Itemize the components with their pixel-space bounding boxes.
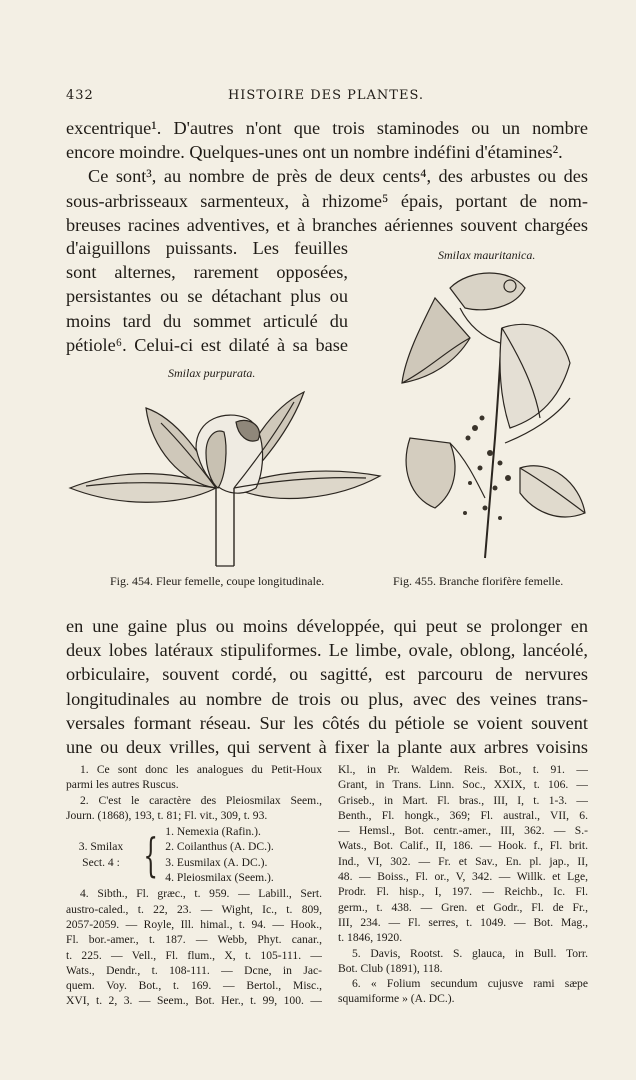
fig454-species: Smilax purpurata. (168, 366, 256, 380)
footnote-line: 2. C'est le caractère des Pleiosmilax Seem., (80, 793, 322, 807)
text-line: versales formant réseau. Sur les côtés du pétiole se voient souvent (66, 712, 588, 733)
text-line: sous-arbrisseaux sarmenteux, à rhizome⁵ épais, portant de nom- (66, 190, 588, 211)
fig454-illustration (66, 388, 384, 574)
paragraph-1 (66, 116, 588, 237)
text-line: deux lobes latéraux stipuliformes. Le limbe, ovale, oblong, lancéolé, (66, 640, 588, 661)
footnote-line: germ., t. 438. — Gren. et Godr., Fl. de Fr., (338, 900, 588, 914)
paragraph-2 (66, 614, 588, 759)
footnote-3-sections (66, 824, 322, 885)
footnote-line: Kl., in Pr. Waldem. Reis. Bot., t. 91. — (338, 763, 588, 776)
footnote-line: austro-caled., t. 22, 23. — Wight, Ic., t. 809, (66, 902, 322, 916)
text-line: excentrique¹. D'autres n'ont que trois staminodes ou un nombre (66, 118, 588, 138)
footnote-line: t. 225. — Vell., Fl. flum., X, t. 105-111. — (66, 948, 322, 962)
footnote-line: Fl. bor.-amer., t. 187. — Webb, Phyt. canar., (66, 933, 322, 947)
running-header (66, 88, 586, 108)
fig454-caption: Fig. 454. Fleur femelle, coupe longitudinale. (110, 574, 325, 588)
text-line: sont alternes, rarement opposées, (66, 262, 348, 283)
text-line: moins tard du sommet articulé du (66, 310, 348, 331)
text-line: breuses racines adventives, et à branches aériennes souvent chargées (66, 214, 588, 235)
section-item: 2. Coilanthus (A. DC.). (165, 840, 274, 854)
page-number: 432 (66, 88, 94, 103)
paragraph-1-narrow (66, 236, 348, 357)
footnote-line: 48. — Boiss., Fl. or., V, 342. — Willk. et Lge, (338, 870, 588, 884)
footnotes-left-column (66, 762, 322, 1009)
footnote-line: 5. Davis, Rootst. S. glauca, in Bull. Torr. (352, 946, 588, 960)
footnote-line: Wats., Bot. Calif., II, 186. — Hook. f., Fl. brit. (338, 839, 588, 853)
footnote-line: Grant, in Trans. Linn. Soc., XXIX, t. 106. — (338, 778, 588, 792)
footnote-line: parmi les autres Ruscus. (66, 778, 179, 792)
text-line: orbiculaire, souvent cordé, ou sagitté, est parcouru de nervures (66, 664, 588, 685)
footnotes-right-column (338, 762, 588, 1007)
footnote-line: Ind., VI, 302. — Fr. et Sav., En. pl. jap., II, (338, 854, 588, 868)
text-line: pétiole⁶. Celui-ci est dilaté à sa base (66, 334, 348, 355)
text-line: encore moindre. Quelques-unes ont un nombre indéfini d'étamines². (66, 142, 563, 163)
text-line: en une gaine plus ou moins développée, qui peut se prolonger en (66, 616, 588, 636)
footnote-line: III, 234. — Fl. serres, t. 1049. — Bot. Mag., (338, 915, 588, 929)
footnote-line: Wats., Dendr., t. 108-111. — Dcne, in Jac- (66, 963, 322, 977)
running-title: HISTOIRE DES PLANTES. (227, 88, 425, 103)
text-line: persistantes ou se détachant plus ou (66, 286, 348, 307)
footnote-line: — Hemsl., Bot. centr.-amer., III, 362. — S.- (338, 824, 588, 838)
text-line: d'aiguillons puissants. Les feuilles (66, 238, 348, 258)
section-item: 4. Pleiosmilax (Seem.). (165, 871, 274, 885)
footnote-line: Benth., Fl. hongk., 369; Fl. austral., VII, 6. (338, 808, 588, 822)
footnote-line: 4. Sibth., Fl. græc., t. 959. — Labill., Sert. (80, 887, 322, 901)
footnote-line: Bot. Club (1891), 118. (338, 961, 443, 975)
footnote-3-sect: Sect. 4 : (82, 855, 120, 869)
section-item: 1. Nemexia (Rafin.). (165, 825, 261, 839)
fig455-species: Smilax mauritanica. (438, 248, 536, 262)
brace-glyph: { (143, 827, 158, 882)
footnote-line: t. 1846, 1920. (338, 931, 403, 945)
footnote-line: 6. « Folium secundum cujusve rami sæpe (352, 977, 588, 991)
footnote-line: Griseb., in Mart. Fl. bras., III, I, t. 1-3. — (338, 793, 588, 807)
fig455-illustration (390, 268, 590, 568)
footnote-line: XVI, t. 2, 3. — Seem., Bot. Her., t. 99, 100. — (66, 994, 322, 1008)
text-line: Ce sont³, au nombre de près de deux cents⁴, des arbustes ou des (88, 166, 588, 187)
footnote-line: 2057-2059. — Royle, Ill. himal., t. 94. — Hook., (66, 917, 322, 931)
footnote-line: Prodr. Fl. hisp., I, 197. — Reichb., Ic. Fl. (338, 885, 588, 899)
fig455-caption: Fig. 455. Branche florifère femelle. (393, 574, 564, 588)
text-line: longitudinales au nombre de trois ou plus, avec des veines trans- (66, 688, 588, 709)
footnote-line: Journ. (1868), 193, t. 81; Fl. vit., 309, t. 93. (66, 808, 268, 822)
section-item: 3. Eusmilax (A. DC.). (165, 855, 268, 869)
footnote-line: 1. Ce sont donc les analogues du Petit-Houx (80, 763, 322, 776)
text-line: une ou deux vrilles, qui servent à fixer la plante aux arbres voisins (66, 737, 588, 758)
footnote-line: squamiforme » (A. DC.). (338, 992, 455, 1006)
footnote-line: quem. Voy. Bot., t. 169. — Bertol., Misc., (66, 979, 322, 993)
footnote-3-label: 3. Smilax (78, 840, 124, 854)
